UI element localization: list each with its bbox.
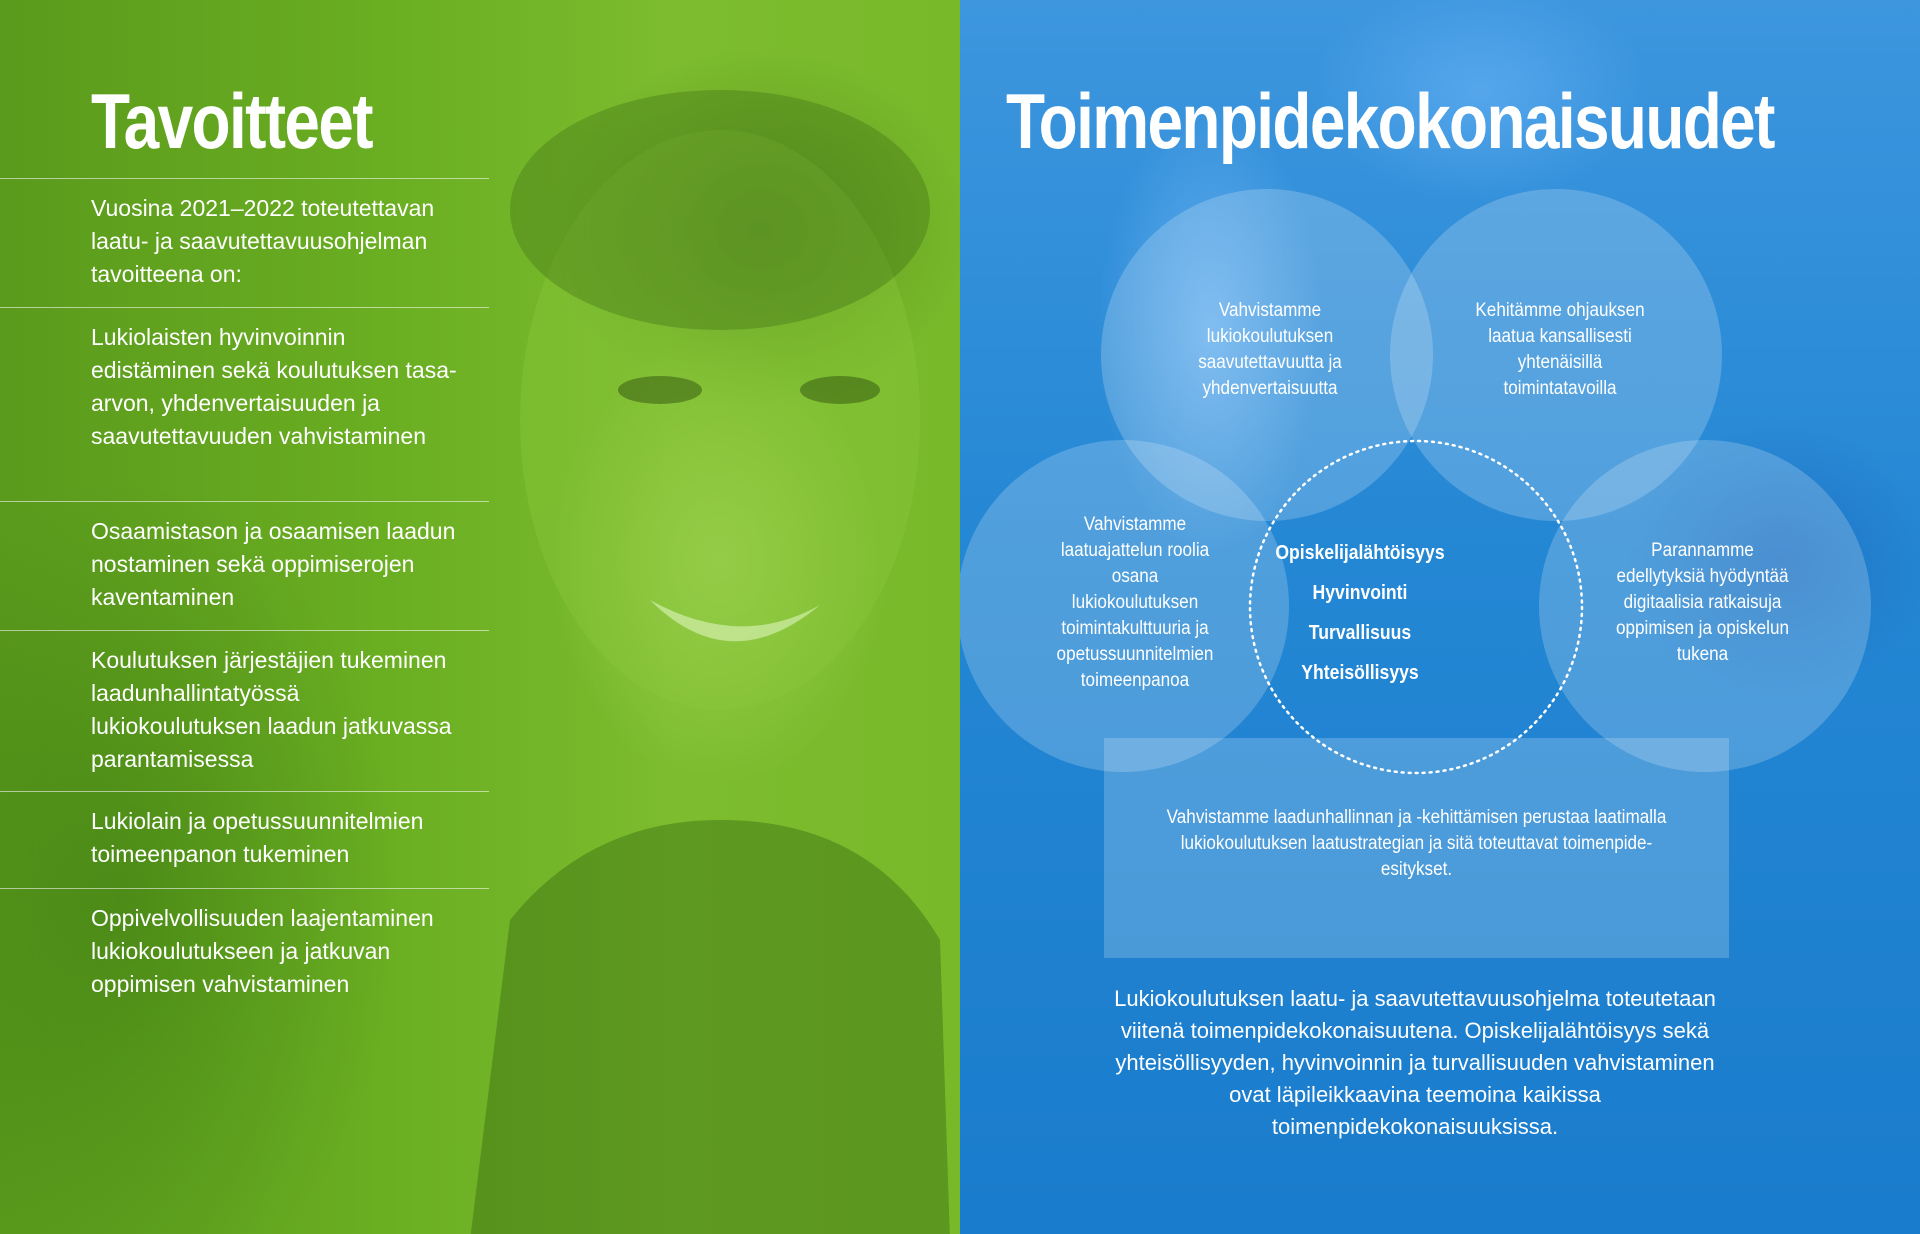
circle-top-left-text: Vahvistamme lukiokoulutuksen saavutettavuutta ja yhdenvertaisuutta xyxy=(1198,300,1342,399)
divider xyxy=(0,501,489,502)
core-theme: Turvallisuus xyxy=(1308,622,1412,644)
divider xyxy=(0,791,489,792)
goal-item: Koulutuksen järjestäjien tukeminen laadunhallintatyössä lukiokoulutuksen laadun jatkuvassa parantamisessa xyxy=(91,647,452,772)
goals-intro: Vuosina 2021–2022 toteutettavan laatu- ja saavutettavuusohjelman tavoitteena on: xyxy=(91,195,435,287)
goal-item: Osaamistason ja osaamisen laadun nostaminen sekä oppimiserojen kaventaminen xyxy=(91,518,456,610)
core-theme: Opiskelijalähtöisyys xyxy=(1275,542,1445,564)
divider xyxy=(0,307,489,308)
circle-right-text: Parannamme edellytyksiä hyödyntää digitaalisia ratkaisuja oppimisen ja opiskelun tukena xyxy=(1615,540,1789,665)
goals-title: Tavoitteet xyxy=(91,77,372,165)
foundation-text: Vahvistamme laadunhallinnan ja -kehittämisen perustaa laatimalla lukiokoulutuksen laatustrategian ja sitä toteuttavat toimenpide-esitykset. xyxy=(1166,807,1667,880)
goal-item: Lukiolaisten hyvinvoinnin edistäminen sekä koulutuksen tasa-arvon, yhdenvertaisuuden ja saavutettavuuden vahvistaminen xyxy=(91,324,457,449)
core-theme: Hyvinvointi xyxy=(1312,582,1408,604)
summary-text: Lukiokoulutuksen laatu- ja saavutettavuusohjelma toteutetaan viitenä toimenpidekokonaisuutena. Opiskelijalähtöisyys sekä yhteisöllisyyden, hyvinvoinnin ja turvallisuuden vahvistaminen ovat läpileikkaavina teemoina kaikissa toimenpidekokonaisuuksissa. xyxy=(1114,986,1716,1139)
circle-top-right-text: Kehitämme ohjauksen laatua kansallisesti yhtenäisillä toimintatavoilla xyxy=(1475,300,1645,399)
actions-title: Toimenpidekokonaisuudet xyxy=(1006,77,1774,165)
actions-panel xyxy=(960,0,1920,1234)
divider xyxy=(0,888,489,889)
goal-item: Oppivelvollisuuden laajentaminen lukiokoulutukseen ja jatkuvan oppimisen vahvistaminen xyxy=(91,905,434,997)
divider xyxy=(0,178,489,179)
goal-item: Lukiolain ja opetussuunnitelmien toimeenpanon tukeminen xyxy=(91,808,424,867)
circle-left-text: Vahvistamme laatuajattelun roolia osana lukiokoulutuksen toimintakulttuuria ja opetussuunnitelmien toimeenpanoa xyxy=(1056,514,1214,691)
core-themes xyxy=(1250,533,1470,693)
divider xyxy=(0,630,489,631)
core-theme: Yhteisöllisyys xyxy=(1301,662,1419,684)
student-photo-illustration xyxy=(470,60,950,1234)
